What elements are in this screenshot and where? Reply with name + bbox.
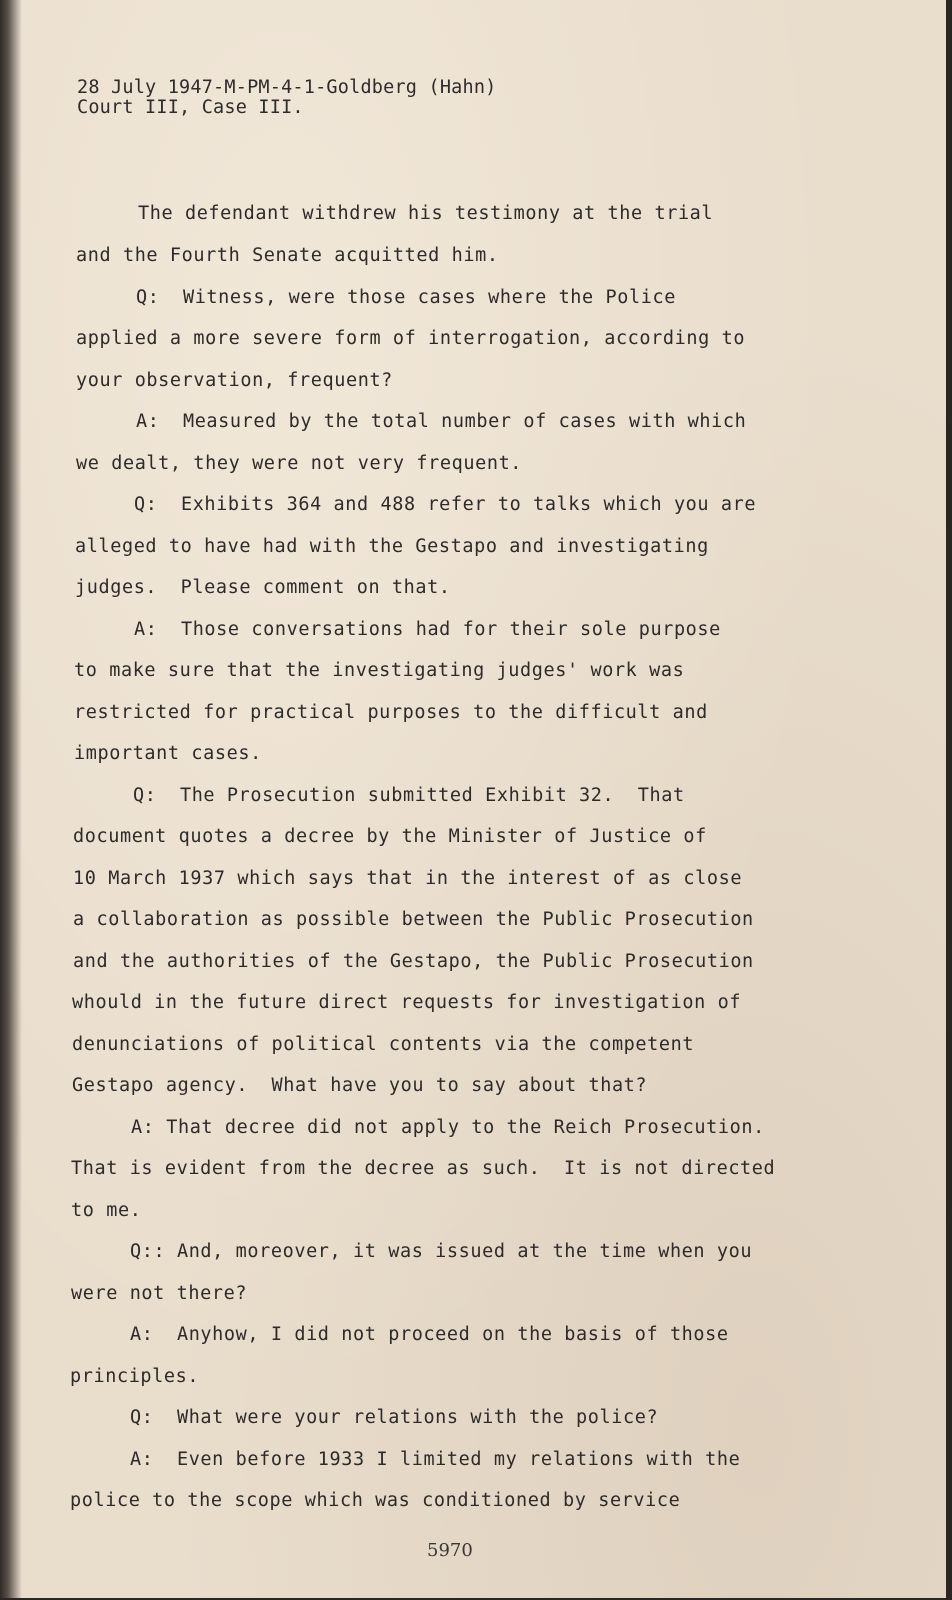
transcript-line: A: Measured by the total number of cases with which <box>136 411 747 432</box>
transcript-line: and the authorities of the Gestapo, the Public Prosecution <box>73 951 754 972</box>
transcript-line: judges. Please comment on that. <box>75 577 451 598</box>
transcript-line: The defendant withdrew his testimony at the trial <box>138 203 714 224</box>
transcript-line: a collaboration as possible between the Public Prosecution <box>73 909 754 930</box>
transcript-line: A: Those conversations had for their sole purpose <box>134 619 721 640</box>
transcript-line: 10 March 1937 which says that in the interest of as close <box>73 868 743 889</box>
transcript-line: to make sure that the investigating judges' work was <box>74 660 685 681</box>
transcript-line: principles. <box>70 1366 200 1387</box>
transcript-line: were not there? <box>71 1283 248 1304</box>
transcript-line: to me. <box>71 1200 142 1221</box>
page-number: 5970 <box>427 1540 473 1561</box>
transcript-line: restricted for practical purposes to the difficult and <box>74 702 708 723</box>
transcript-line: A: Anyhow, I did not proceed on the basis of those <box>130 1324 729 1345</box>
transcript-line: your observation, frequent? <box>76 370 393 391</box>
transcript-line: police to the scope which was conditioned by service <box>70 1490 681 1511</box>
transcript-line: Gestapo agency. What have you to say about that? <box>72 1075 648 1096</box>
transcript-line: applied a more severe form of interrogation, according to <box>76 328 746 349</box>
transcript-line: we dealt, they were not very frequent. <box>76 453 523 474</box>
transcript-line: Q: Exhibits 364 and 488 refer to talks which you are <box>134 494 757 515</box>
transcript-line: important cases. <box>74 743 262 764</box>
transcript-line: A: Even before 1933 I limited my relations with the <box>130 1449 741 1470</box>
transcript-line: A: That decree did not apply to the Reich Prosecution. <box>131 1117 765 1138</box>
transcript-line: That is evident from the decree as such. It is not directed <box>71 1158 776 1179</box>
header-court-line: Court III, Case III. <box>77 97 304 118</box>
header-date-line: 28 July 1947-M-PM-4-1-Goldberg (Hahn) <box>77 77 497 98</box>
transcript-line: Q: The Prosecution submitted Exhibit 32. That <box>133 785 685 806</box>
transcript-line: Q: Witness, were those cases where the Police <box>136 287 676 308</box>
transcript-line: alleged to have had with the Gestapo and investigating <box>75 536 709 557</box>
transcript-line: document quotes a decree by the Minister of Justice of <box>73 826 707 847</box>
transcript-line: Q: What were your relations with the police? <box>130 1407 659 1428</box>
transcript-line: Q:: And, moreover, it was issued at the time when you <box>130 1241 753 1262</box>
transcript-line: and the Fourth Senate acquitted him. <box>76 245 499 266</box>
transcript-line: denunciations of political contents via the competent <box>72 1034 695 1055</box>
transcript-line: whould in the future direct requests for investigation of <box>72 992 742 1013</box>
